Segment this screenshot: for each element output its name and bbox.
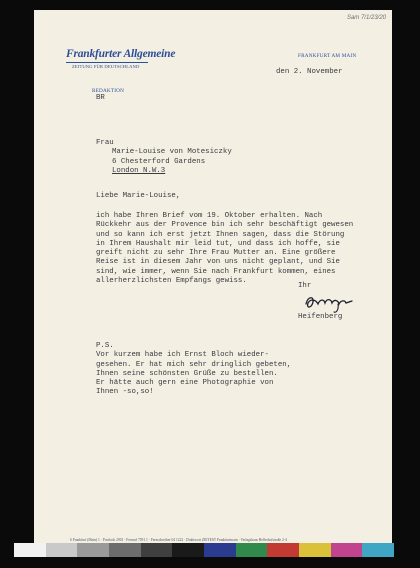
color-patch <box>299 543 331 557</box>
letter-date: den 2. November <box>276 68 343 76</box>
letter-body <box>96 212 353 286</box>
recipient-line: 6 Chesterford Gardens <box>112 157 206 166</box>
color-patch <box>267 543 299 557</box>
postscript-line: Ihnen -so,so! <box>96 388 154 397</box>
body-line: Reise ist in diesem Jahr von uns nicht geplant, und Sie <box>96 258 340 267</box>
letterhead-footer: 6 Frankfurt (Main) 1 · Postfach 2901 · Fernruf 7591 1 · Fernschreiber 04 1222 · Drahtwort ZEITEST Frankfurtmain · Verlagshaus Hellerhofstraße 2-4 <box>70 538 287 542</box>
postscript <box>96 342 291 398</box>
color-patch <box>331 543 363 557</box>
postscript-line: P.S. <box>96 342 114 350</box>
body-line: Rückkehr aus der Provence bin ich sehr beschäftigt gewesen <box>96 221 354 230</box>
color-patch <box>172 543 204 557</box>
color-patch <box>236 543 268 557</box>
newspaper-logo: Frankfurter Allgemeine <box>66 48 176 60</box>
color-patch <box>109 543 141 557</box>
closing: Ihr <box>298 282 312 290</box>
postscript-line: gesehen. Er hat mich sehr dringlich gebeten, <box>96 360 292 369</box>
body-line: und so kann ich erst jetzt Ihnen sagen, dass die Störung <box>96 230 345 239</box>
place-label: FRANKFURT AM MAIN <box>298 53 357 59</box>
body-line: greift nicht zu sehr Ihre Frau Mutter an. Eine größere <box>96 249 336 258</box>
color-patch <box>204 543 236 557</box>
recipient-block <box>96 139 232 176</box>
recipient-line: London N.W.3 <box>112 166 166 175</box>
color-patch <box>77 543 109 557</box>
recipient-line: Frau <box>96 139 114 147</box>
body-line: in Ihrem Haushalt mir leid tut, und dass ich hoffe, sie <box>96 239 340 248</box>
logo-rule <box>66 62 148 63</box>
body-line: sind, wie immer, wenn Sie nach Frankfurt kommen, eines <box>96 267 336 276</box>
color-patch <box>46 543 78 557</box>
color-patch <box>141 543 173 557</box>
body-line: allerherzlichsten Empfangs gewiss. <box>96 277 247 286</box>
signature-name: Heifenberg <box>298 313 343 321</box>
body-line: ich habe Ihren Brief vom 19. Oktober erhalten. Nach <box>96 212 323 220</box>
color-calibration-strip <box>14 543 394 557</box>
postscript-line: Ihnen seine schönsten Grüße zu bestellen. <box>96 369 278 378</box>
letter-sheet <box>34 10 392 554</box>
postscript-line: Vor kurzem habe ich Ernst Bloch wieder- <box>96 351 269 360</box>
department-label: REDAKTION <box>92 88 125 94</box>
color-patch <box>14 543 46 557</box>
recipient-line: Marie-Louise von Motesiczky <box>112 148 232 157</box>
color-patch <box>362 543 394 557</box>
postscript-line: Er hätte auch gern eine Photographie von <box>96 379 274 388</box>
salutation: Liebe Marie-Louise, <box>96 192 181 200</box>
archive-mark: Sam 7/1/23/20 <box>346 15 386 21</box>
initials: BR <box>96 94 105 102</box>
logo-subtitle: ZEITUNG FÜR DEUTSCHLAND <box>72 64 140 69</box>
